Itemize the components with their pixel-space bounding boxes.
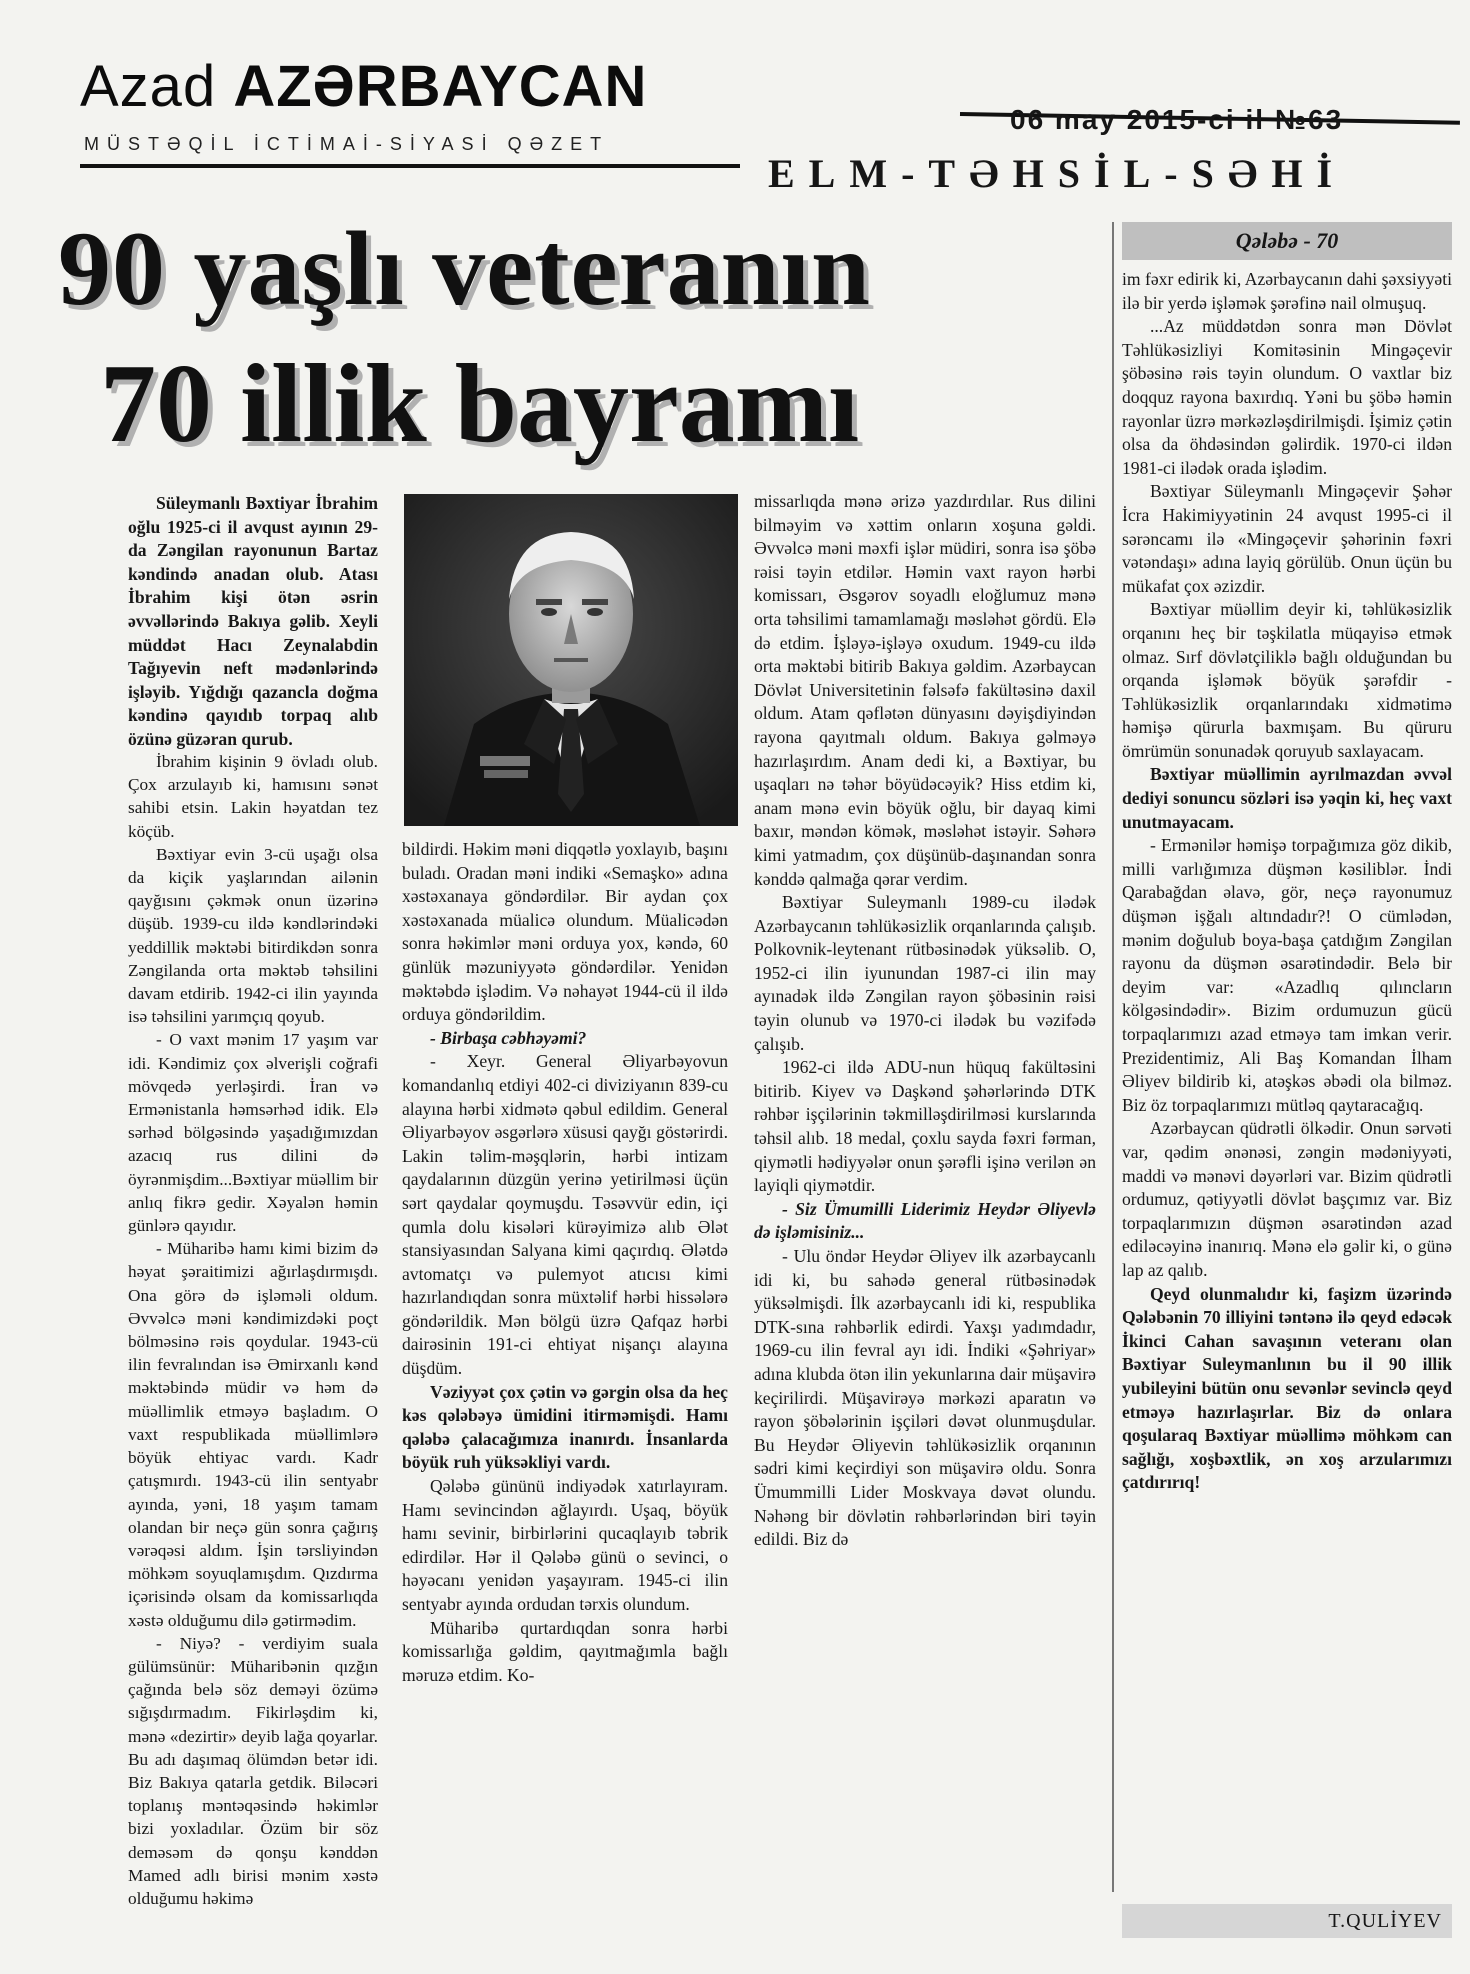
interview-question: - Birbaşa cəbhəyəmi? (430, 1027, 587, 1048)
rubric-text: Qələbə - 70 (1235, 228, 1339, 253)
paragraph: - Müharibə hamı kimi bizim də həyat şəraitimizi ağırlaşdırmışdı. Ona görə də işləməli oldum. Əvvəlcə məni kəndimizdəki poçt bölməsinə rəis qoydular. 1943-cü ilin fevralından isə Əmirxanlı kənd məktəbində müdir və həm də müəllimlik etməyə başladım. O vaxt respublikada müəllimlərə böyük ehtiyac vardı. Kadr çatışmırdı. 1943-cü ilin sentyabr ayında, yəni, 18 yaşım tamam olandan bir neçə gün sonra çağırış vərəqəsi aldım. İşin tərsliyindən möhkəm soyuqlamışdım. Qızdırma içərisində olsam da komissarlıqda xəstə olduğumu dilə gətirmədim. (128, 1239, 378, 1630)
paragraph: Müharibə qurtardıqdan sonra hərbi komissarlığa gəldim, qayıtmağımla bağlı məruzə etdim. Ko- (402, 1617, 728, 1685)
interview-question: - Siz Ümumilli Liderimiz Heydər Əliyevlə də işləmisiniz... (754, 1198, 1096, 1243)
portrait-illustration (404, 494, 738, 826)
paragraph: - Niyə? - verdiyim suala gülümsünür: Müharibənin qızğın çağında belə söz deməyi özümə sığışdırmadım. Fikirləşdim ki, mənə «dezirtir» deyib lağa qoyarlar. Bu adı daşımaq ölümdən betər idi. Biz Bakıya qatarla getdik. Biləcəri toplanış məntəqəsində həkimlər bizi yoxladılar. Özüm bir söz deməsəm də qonşu kənddən Mamed adlı birisi mənim xəstə olduğumu həkimə (128, 1633, 378, 1908)
masthead-rule (80, 164, 740, 168)
paragraph: - Xeyr. General Əliyarbəyovun komandanlıq etdiyi 402-ci diviziyanın 839-cu alayına hərbi xidmətə qəbul edildim. General Əliyarbəyov əsgərlərə xüsusi qayğı göstərirdi. Lakin təlim-məşqlərin, hərbi intizam qaydalarının düzgün yerinə yetirilməsi üçün sərt qaydalar qoymuşdu. Təsəvvür edin, içi qumla dolu kisələri kürəyimizə alıb Ələt stansiyasından Salyana kimi qaçırdıq. Ələtdə avtomatçı və pulemyot atıcısı kimi hazırlandıqdan sonra müxtəlif hərbi hissələrə göndərildik. Mən bölgü üzrə Qafqaz hərbi dairəsinin 191-ci ehtiyat nişançı alayına düşdüm. (402, 1051, 728, 1379)
masthead-name-part1: Azad (80, 54, 217, 119)
paragraph: missarlıqda mənə ərizə yazdırdılar. Rus dilini bilməyim və xəttim onların xoşuna gəldi. Əvvəlcə məni məxfi işlər müdiri, sonra isə şöbə rəisi təyin etdilər. Həmin vaxt rayon hərbi komissarı, Əsgərov soyadlı eloğlumuz mənə orta təhsilimi tamamlamağı məsləhət gördü. Elə də etdim. İşləyə-işləyə oxudum. 1949-cu ildə orta məktəbi bitirib Bakıya gəldim. Azərbaycan Dövlət Universitetinin fəlsəfə fakültəsinə daxil oldum. Atam qəflətən dünyasını dəyişdiyindən rayona qayıtmalı oldum. Bakıya gəlməyə hazırlaşırdım. Anam dedi ki, a Bəxtiyar, bu uşaqları nə təhər böyüdəcəyik? Hiss etdim ki, anam mənə evin böyük oğlu, bir dayaq kimi baxır, məndən kömək, məsləhət istəyir. Səhərə kimi yatmadım, çox düşünüb-daşınandan sonra kənddə qalmağa qərar verdim. (754, 491, 1096, 889)
masthead-title (80, 54, 648, 119)
paragraph: Bəxtiyar evin 3-cü uşağı olsa da kiçik yaşlarından ailənin qayğısını çəkmək onun üzərinə düşüb. 1939-cu ildə kəndlərindəki yeddillik məktəbi bitirdikdən sonra Zəngilanda orta məktəb təhsilini davam etdirib. 1942-ci ilin yayında isə təhsilini yarımçıq qoyub. (128, 844, 378, 1027)
paragraph: Bəxtiyar Suleymanlı 1989-cu ilədək Azərbaycanın təhlükəsizlik orqanlarında çalışıb. Polkovnik-leytenant rütbəsinədək yüksəlib. O, 1952-ci ilin iyunundan 1987-ci ilin may ayınadək ildə Zəngilan rayon şöbəsinin rəisi təyin olunub və 1970-ci ilədək bu vəzifədə çalışıb. (754, 892, 1096, 1054)
paragraph: Bəxtiyar müəllim deyir ki, təhlükəsizlik orqanını heç bir təşkilatla müqayisə etmək olmaz. Sırf dövlətçiliklə bağlı olduğundan bu orqanda işləmək böyük şərəfdir - Təhlükəsizlik orqanlarındakı xidmətimə həmişə qürurla baxmışam. Bu qüruru ömrümün sonunadək qoruyub saxlayacam. (1122, 599, 1452, 761)
author-signature (1122, 1904, 1452, 1938)
lead-paragraph: Süleymanlı Bəxtiyar İbrahim oğlu 1925-ci il avqust ayının 29-da Zəngilan rayonunun Bartaz kəndində anadan olub. Atası İbrahim kişi ötən əsrin əvvəllərində Bakıya gəlib. Xeyli müddət Hacı Zeynalabdin Tağıyevin neft mədənlərində işləyib. Yığdığı qazancla doğma kəndinə qayıdıb torpaq alıb özünə güzəran qurub. (128, 493, 378, 749)
headline-line-1: 90 yaşlı veteranın (58, 210, 871, 327)
paragraph: Azərbaycan qüdrətli ölkədir. Onun sərvəti var, qədim ənənəsi, zəngin mədəniyyəti, maddi və mənəvi dəyərləri var. Bizim qüdrətli ordumuz, qətiyyətli dövlət başçımız var. Biz torpaqlarımızın düşmən əsarətindən azad ediləcəyinə inanırıq. Mənə elə gəlir ki, o günə lap az qalıb. (1122, 1118, 1452, 1280)
paragraph: Qələbə gününü indiyədək xatırlayıram. Hamı sevincindən ağlayırdı. Uşaq, böyük hamı sevinir, birbirlərini qucaqlayıb təbrik edirdilər. Hər il Qələbə günü o sevinci, o həyəcanı yenidən yaşayıram. 1945-ci ilin sentyabr ayında ordudan tərxis olundum. (402, 1476, 728, 1614)
rubric-label (1122, 222, 1452, 260)
column-divider (1112, 222, 1114, 1892)
article-column-4 (1122, 268, 1452, 1495)
paragraph: bildirdi. Həkim məni diqqətlə yoxlayıb, başını buladı. Oradan məni indiki «Semaşko» adına xəstəxanaya göndərdilər. Bir aydan çox xəstəxanada müalicə olundum. Müalicədən sonra həkimlər məni orduya yox, kəndə, 60 günlük məzuniyyətə göndərdilər. Yenidən məktəbdə işlədim. Və nəhayət 1944-cü il ildə orduya göndərildim. (402, 839, 728, 1025)
closing-paragraph: Qeyd olunmalıdır ki, faşizm üzərində Qələbənin 70 illiyini təntənə ilə qeyd edəcək İkinci Cahan savaşının veteranı olan Bəxtiyar Suleymanlının bu il 90 illik yubileyini bütün onu sevənlər sevinclə qeyd etməyə hazırlaşırlar. Biz də onlara qoşularaq Bəxtiyar müəllimə möhkəm can sağlığı, xoşbəxtlik, ən xoş arzularımızı çatdırırıq! (1122, 1283, 1452, 1493)
article-lead (128, 492, 378, 752)
headline-line-2: 70 illik bayramı (100, 342, 860, 466)
article-column-3 (754, 490, 1096, 1552)
masthead-tagline: MÜSTƏQİL İCTİMAİ-SİYASİ QƏZET (84, 134, 610, 154)
paragraph: - Ulu öndər Heydər Əliyev ilk azərbaycanlı idi ki, bu sahədə general rütbəsinədək yüksəlmişdi. İlk azərbaycanlı idi ki, respublika DTK-sına rəhbərlik edirdi. Yaxşı yadımdadır, 1969-cu ilin fevral ayı idi. İndiki «Şəhriyar» adına klubda ötən ilin yekunlarına dair müşavirə keçirilirdi. Müşavirəyə mərkəzi aparatın və rayon şöbələrinin işçiləri dəvət olunmuşdular. Bu Heydər Əliyevin təhlükəsizlik orqanının sədri kimi keçirdiyi son müşavirə oldu. Sonra Ümummilli Lider Moskvaya dəvət olundu. Nəhəng bir dövlətin rəhbərlərindən biri təyin edildi. Biz də (754, 1246, 1096, 1550)
paragraph: im fəxr edirik ki, Azərbaycanın dahi şəxsiyyəti ilə bir yerdə işləmək şərəfinə nail olmuşuq. (1122, 269, 1452, 313)
paragraph: ...Az müddətdən sonra mən Dövlət Təhlükəsizliyi Komitəsinin Mingəçevir şöbəsinə rəis təyin olundum. O vaxtlar biz doqquz rayona baxırdıq. Yəni bu şöbə həmin rayonlar üzrə mərkəzləşdirilmişdi. İşimiz çətin olsa da öhdəsindən gəlirdik. 1970-ci ildən 1981-ci ilədək orada işlədim. (1122, 316, 1452, 478)
issue-dateline: 06 may 2015-ci il №63 (1010, 104, 1344, 135)
paragraph: 1962-ci ildə ADU-nun hüquq fakültəsini bitirib. Kiyev və Daşkənd şəhərlərində DTK rəhbər işçilərinin təkmilləşdirilməsi kurslarında təhsil alıb. 18 medal, çoxlu sayda fəxri fərman, qiymətli hədiyyələr onun şərəfli işinə verilən ən layiqli qiymətdir. (754, 1057, 1096, 1196)
paragraph: Bəxtiyar Süleymanlı Mingəçevir Şəhər İcra Hakimiyyətinin 24 avqust 1995-ci il sərəncamı ilə «Mingəçevir şəhərinin fəxri vətəndaşı» adına layiq görülüb. Onun üçün bu mükafat çox əzizdir. (1122, 481, 1452, 596)
highlight-paragraph: Vəziyyət çox çətin və gərgin olsa da heç kəs qələbəyə ümidini itirməmişdi. Hamı qələbə çalacağımıza inanırdı. İnsanlarda böyük ruh yüksəkliyi vardı. (402, 1381, 728, 1473)
author-name: T.QULİYEV (1328, 1910, 1442, 1932)
highlight-paragraph: Bəxtiyar müəllimin ayrılmazdan əvvəl dediyi sonuncu sözləri isə yəqin ki, heç vaxt unutmayacam. (1122, 764, 1452, 832)
section-title: ELM-TƏHSİL-SƏHİ (768, 151, 1347, 196)
paragraph: - Ermənilər həmişə torpağımıza göz dikib, milli varlığımıza düşmən kəsiliblər. İndi Qarabağdan əlavə, gör, neçə rayonumuz düşmən işğalı altındadır?! O cümlədən, mənim doğulub boya-başa çatdığım Zəngilan rayonu da düşmən əsarətindədir. Belə bir deyim var: «Azadlıq qılıncların kölgəsindədir». Bizim ordumuzun gücü torpaqlarımızı azad etməyə tam imkan verir. Prezidentimiz, Ali Baş Komandan İlham Əliyev bildirib ki, atəşkəs əbədi ola bilməz. Biz öz torpaqlarımızı mütləq qaytaracağıq. (1122, 835, 1452, 1115)
veteran-portrait-photo (404, 494, 738, 826)
paragraph: İbrahim kişinin 9 övladı olub. Çox arzulayıb ki, hamısını sənət sahibi etsin. Lakin həyatdan tez köçüb. (128, 752, 378, 841)
paragraph: - O vaxt mənim 17 yaşım var idi. Kəndimiz çox əlverişli coğrafi mövqedə yerləşirdi. İran və Ermənistanla həmsərhəd idik. Elə sərhəd bölgəsində yaşadığımızdan azacıq rus dilini də öyrənmişdim...Bəxtiyar müəllim bir anlıq fikrə gedir. Xəyalən həmin günlərə qayıdır. (128, 1030, 378, 1236)
masthead-name-part2: AZƏRBAYCAN (233, 54, 648, 119)
article-column-1 (128, 750, 378, 1910)
article-column-2 (402, 838, 728, 1687)
